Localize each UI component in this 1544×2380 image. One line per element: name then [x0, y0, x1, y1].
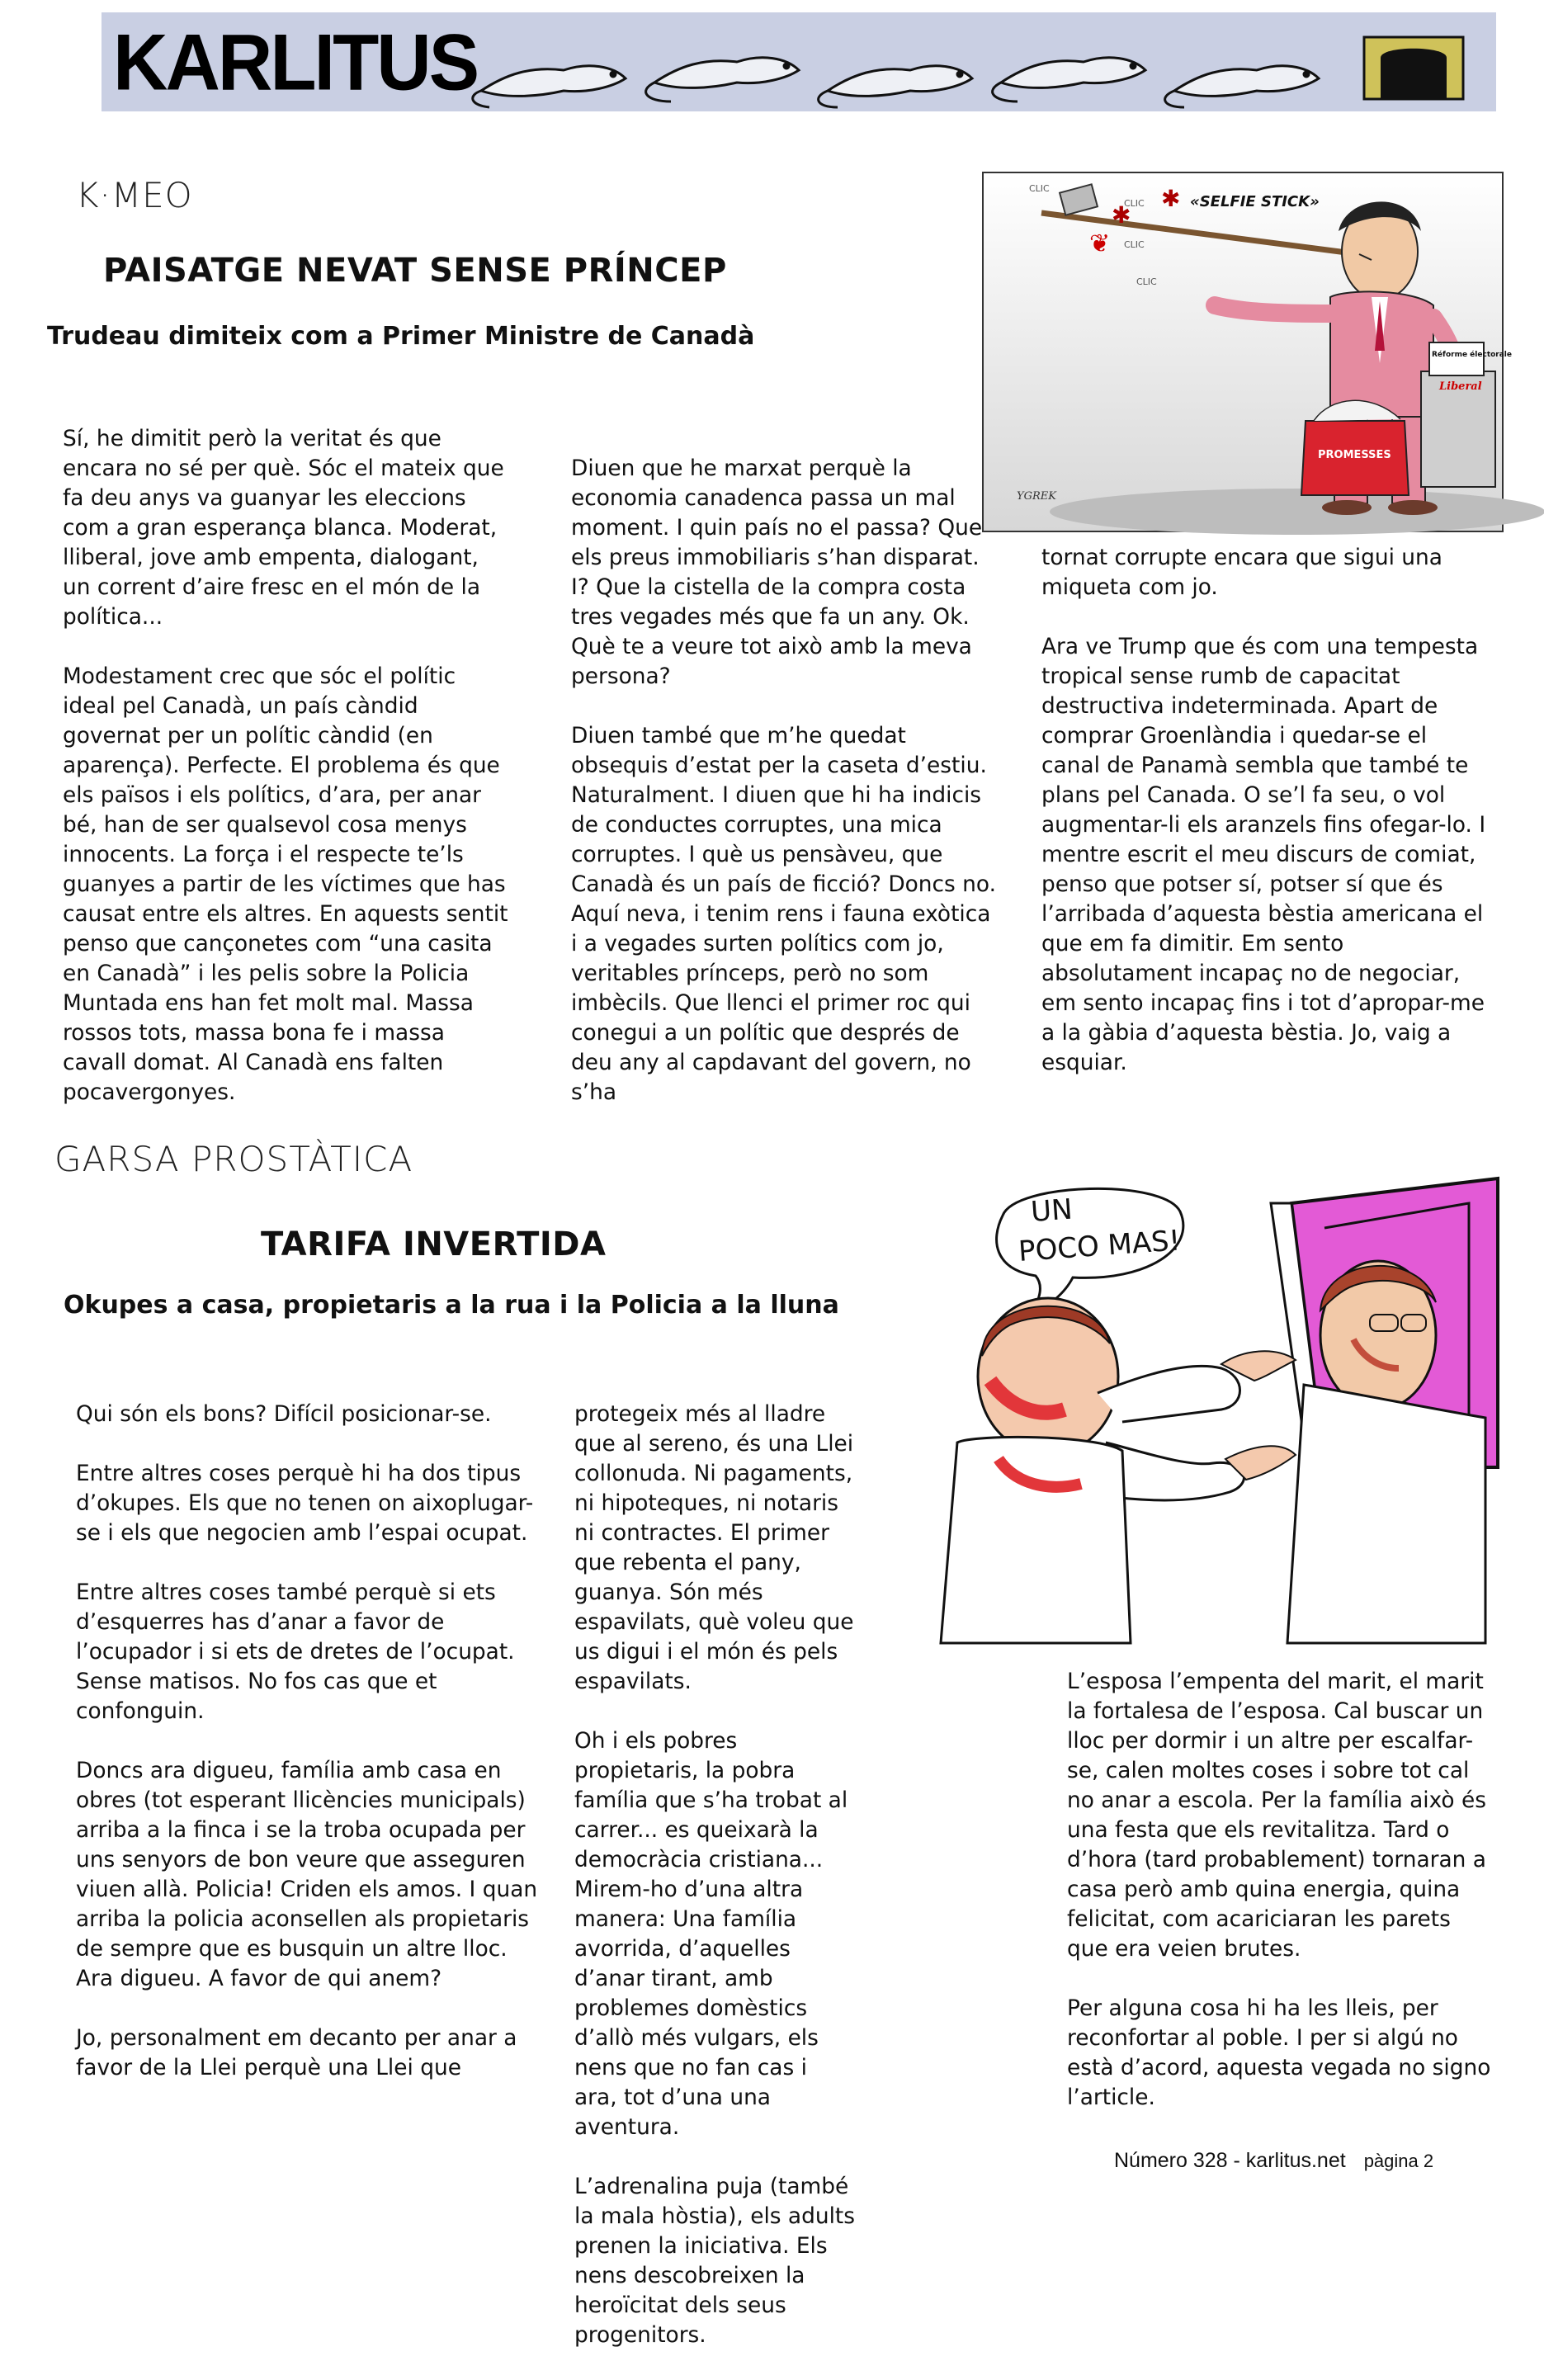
svg-text:CLIC: CLIC: [1124, 239, 1145, 250]
paragraph: L’esposa l’empenta del marit, el marit la fortalesa de l’esposa. Cal buscar un lloc per dormir i un altre per escalfar-se, calen moltes coses i sobre tot cal no anar a escola. Per la família això és una festa que els revitalitza. Tard o d’hora (tard probablement) tornaran a casa però amb quina energia, quina felicitat, com acariciaran les parets que era veien brutes.: [1067, 1669, 1486, 1962]
svg-text:CLIC: CLIC: [1136, 276, 1157, 287]
article2-column-3: [1067, 1667, 1496, 2142]
paragraph: Entre altres coses també perquè si ets d’esquerres has d’anar a favor de l’ocupador i si ets de dretes de l’ocupat. Sense matisos. No fos cas que et confonguin.: [76, 1580, 515, 1724]
svg-text:CLIC: CLIC: [1029, 183, 1050, 194]
paragraph: protegeix més al lladre que al sereno, és una Llei collonuda. Ni pagaments, ni hipoteques, ni notaris ni contractes. El primer que rebenta el pany, guanya. Són més espavilats, què voleu que us digui i el món és pels espavilats.: [574, 1401, 854, 1694]
paragraph: Entre altres coses perquè hi ha dos tipus d’okupes. Els que no tenen on aixoplugar-se i els que negocien amb l’espai ocupat.: [76, 1461, 534, 1546]
svg-text:✱: ✱: [1161, 185, 1181, 212]
article2-subhead: Okupes a casa, propietaris a la rua i la Policia a la lluna: [64, 1291, 839, 1320]
masthead-title: KARLITUS: [113, 18, 478, 107]
article1-subhead: Trudeau dimiteix com a Primer Ministre de Canadà: [47, 322, 755, 351]
svg-text:POCO MAS!: POCO MAS!: [1017, 1224, 1182, 1268]
paragraph: Jo, personalment em decanto per anar a favor de la Llei perquè una Llei que: [76, 2025, 517, 2080]
svg-text:UN: UN: [1029, 1192, 1074, 1229]
paragraph: Sí, he dimitit però la veritat és que encara no sé per què. Sóc el mateix que fa deu anys va guanyar les eleccions com a gran esperança blanca. Moderat, lliberal, jove amb empenta, dialogant, un corrent d’aire fresc en el món de la política...: [63, 426, 504, 630]
article1-column-3: [1041, 543, 1487, 1107]
svg-text:«SELFIE STICK»: «SELFIE STICK»: [1190, 193, 1320, 210]
rats-illustration: [456, 21, 1488, 107]
svg-text:❦: ❦: [1089, 229, 1111, 258]
article2-column-1: [76, 1400, 538, 2113]
svg-text:Liberal: Liberal: [1439, 380, 1482, 393]
article1-headline: PAISATGE NEVAT SENSE PRÍNCEP: [103, 252, 727, 290]
footer-page-number: pàgina 2: [1363, 2151, 1434, 2171]
article1-column-2: [571, 454, 1000, 1137]
page-footer: [1114, 2149, 1433, 2173]
svg-text:Réforme électorale: Réforme électorale: [1432, 351, 1513, 359]
article2-column-2: [574, 1400, 855, 2380]
masthead: [102, 12, 1496, 111]
svg-text:PROMESSES: PROMESSES: [1318, 449, 1391, 461]
paragraph: L’adrenalina puja (també la mala hòstia), els adults prenen la iniciativa. Els nens descobreixen la heroïcitat dels seus progenitors.: [574, 2174, 855, 2348]
svg-text:CLIC: CLIC: [1124, 198, 1145, 209]
okupes-cartoon: [858, 1170, 1502, 1643]
section-label-garsa: GARSA PROSTÀTICA: [54, 1139, 413, 1179]
paragraph: Diuen que he marxat perquè la economia canadenca passa un mal moment. I quin país no el passa? Que els preus immobiliaris s’han disparat. I? Que la cistella de la compra costa tres vegades més que fa un any. Ok. Què te a veure tot això amb la meva persona?: [571, 456, 983, 689]
trudeau-cartoon: [982, 172, 1513, 532]
paragraph: Diuen també que m’he quedat obsequis d’estat per la caseta d’estiu. Naturalment. I diuen que hi ha indicis de conductes corruptes, una mica corruptes. I què us pensàveu, que Canadà és un país de ficció? Doncs no. Aquí neva, i tenim rens i fauna exòtica i a vegades surten polítics com jo, veritables prínceps, però no som imbècils. Que llenci el primer roc qui conegui a un polític que després de deu any al capdavant del govern, no s’ha: [571, 723, 996, 1105]
svg-text:YGREK: YGREK: [1017, 490, 1056, 503]
article1-column-1: [63, 424, 508, 1137]
paragraph: tornat corrupte encara que sigui una miqueta com jo.: [1041, 545, 1442, 600]
paragraph: Per alguna cosa hi ha les lleis, per reconfortar al poble. I per si algú no està d’acord, aquesta vegada no signo l’article.: [1067, 1995, 1491, 2110]
paragraph: Modestament crec que sóc el polític ideal pel Canadà, un país càndid governat per un polític càndid (en aparença). Perfecte. El problema és que els països i els polítics, d’ara, per anar bé, han de ser qualsevol cosa menys innocents. La força i el respecte te’ls guanyes a partir de les víctimes que has causat entre els altres. En aquests sentit penso que cançonetes com “una casita en Canadà” i les pelis sobre la Policia Muntada ens han fet molt mal. Massa rossos tots, massa bona fe i massa cavall domat. Al Canadà ens falten pocavergonyes.: [63, 663, 508, 1105]
article2-headline: TARIFA INVERTIDA: [261, 1225, 607, 1263]
svg-text:✱: ✱: [1112, 201, 1131, 229]
paragraph: Qui són els bons? Difícil posicionar-se.: [76, 1401, 492, 1427]
section-label-kmeo: K·MEO: [76, 175, 193, 215]
footer-issue: Número 328 - karlitus.net: [1114, 2149, 1346, 2172]
paragraph: Oh i els pobres propietaris, la pobra família que s’ha trobat al carrer... es queixarà la democràcia cristiana... Mirem-ho d’una altra manera: Una família avorrida, d’aquelles d’anar tirant, amb problemes domèstics d’allò més vulgars, els nens que no fan cas i ara, tot d’una una aventura.: [574, 1728, 848, 2140]
paragraph: Ara ve Trump que és com una tempesta tropical sense rumb de capacitat destructiva indeterminada. Apart de comprar Groenlàndia i quedar-se el canal de Panamà sembla que també te plans pel Canada. O se’l fa seu, o vol augmentar-li els aranzels fins ofegar-lo. I mentre escrit el meu discurs de comiat, penso que potser sí, potser sí que és l’arribada d’aquesta bèstia americana el que em fa dimitir. Em sento absolutament incapaç no de negociar, em sento incapaç fins i tot d’apropar-me a la gàbia d’aquesta bèstia. Jo, vaig a esquiar.: [1041, 634, 1486, 1075]
paragraph: Doncs ara digueu, família amb casa en obres (tot esperant llicències municipals) arriba a la finca i se la troba ocupada per uns senyors de bon veure que asseguren viuen allà. Policia! Criden els amos. I quan arriba la policia aconsellen als propietaris de sempre que es busquin un altre lloc. Ara digueu. A favor de qui anem?: [76, 1758, 538, 1991]
